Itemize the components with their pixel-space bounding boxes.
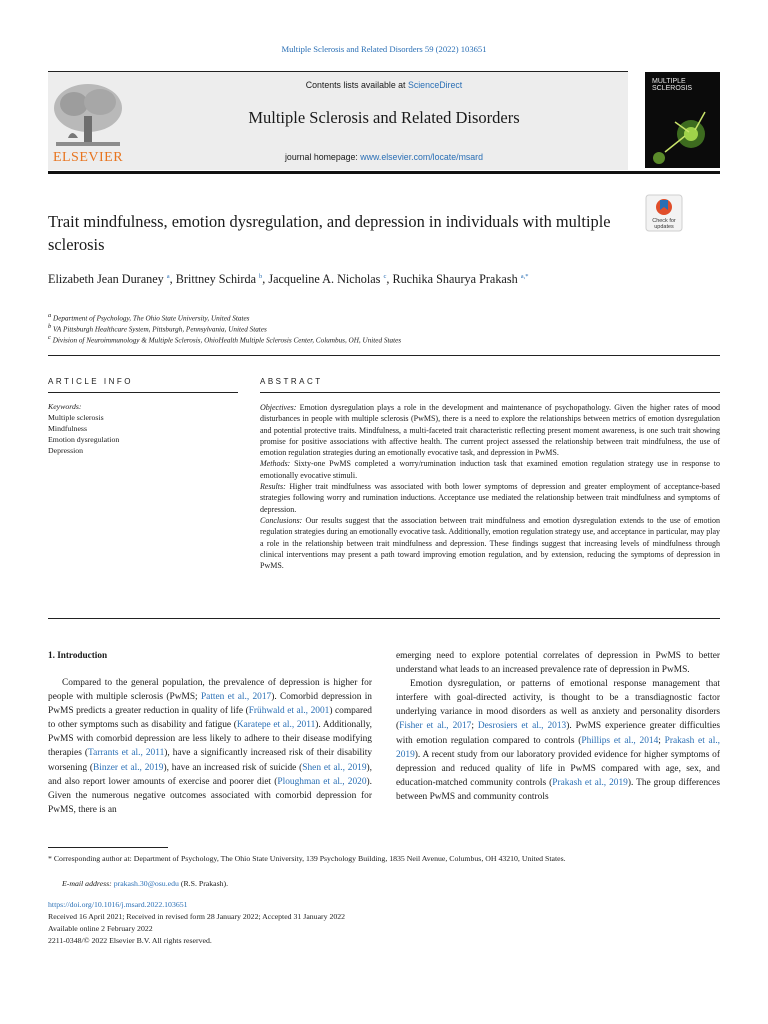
article-title: Trait mindfulness, emotion dysregulation, and depression in individuals with multiple sclerosis bbox=[48, 212, 611, 254]
cover-title-line-2: SCLEROSIS bbox=[652, 85, 693, 92]
paragraph-text: ). The group differences between PwMS and community controls bbox=[396, 777, 720, 802]
author-affil-marker[interactable]: a,* bbox=[520, 273, 529, 280]
keyword-item: Depression bbox=[48, 446, 84, 455]
tree-ground bbox=[56, 142, 120, 146]
citation-link[interactable]: Prakash et al., 2019 bbox=[552, 777, 628, 788]
citation-link[interactable]: Karatepe et al., 2011 bbox=[236, 720, 316, 731]
author-affil-marker[interactable]: b bbox=[259, 273, 263, 280]
masthead-bottom-rule bbox=[48, 171, 720, 174]
affiliation bbox=[48, 312, 249, 322]
abstract-heading: ABSTRACT bbox=[260, 377, 323, 386]
received-dates: Received 16 April 2021; Received in revised form 28 January 2022; Accepted 31 January 2022 bbox=[48, 912, 346, 921]
keyword-item: Mindfulness bbox=[48, 424, 87, 433]
results-text: Higher trait mindfulness was associated with both lower symptoms of depression and greater employment of acceptance-based strategies following worry and rumination inductions. Acceptance use mediated the relationship between trait mindfulness and symptoms of depression. bbox=[260, 482, 721, 514]
abstract-bottom-rule bbox=[48, 618, 720, 619]
paragraph-text: Emotion dysregulation, or patterns of emotional response management that interfere with goal-directed activity, is thought to be a transdiagnostic factor underlying variance in mood disorders as well as anxiety and personality disorders ( bbox=[396, 679, 720, 732]
paragraph-text: ; bbox=[658, 735, 665, 746]
abstract-rule bbox=[260, 392, 720, 393]
keywords-label: Keywords: bbox=[48, 402, 82, 411]
author-name[interactable]: Ruchika Shaurya Prakash bbox=[392, 272, 518, 287]
citation-link[interactable]: Phillips et al., 2014 bbox=[581, 735, 659, 746]
citation-link[interactable]: Binzer et al., 2019 bbox=[93, 762, 164, 773]
affiliation-text: Division of Neuroimmunology & Multiple Sclerosis, OhioHealth Multiple Sclerosis Center, Columbus, OH, United States bbox=[52, 336, 402, 345]
author-name[interactable]: Jacqueline A. Nicholas bbox=[268, 272, 381, 287]
cover-title bbox=[652, 78, 714, 92]
citation-link[interactable]: Ploughman et al., 2020 bbox=[277, 776, 367, 787]
email-label: E-mail address: bbox=[62, 879, 112, 888]
citation-link[interactable]: Tarrants et al., 2011 bbox=[88, 748, 165, 759]
running-head[interactable]: Multiple Sclerosis and Related Disorders 59 (2022) 103651 bbox=[281, 44, 487, 54]
citation-link[interactable]: Frühwald et al., 2001 bbox=[248, 706, 330, 717]
author-affil-marker[interactable]: c bbox=[383, 273, 387, 280]
citation-link[interactable]: Fisher et al., 2017 bbox=[399, 721, 472, 732]
footnote-rule bbox=[48, 847, 168, 848]
email-note bbox=[48, 878, 734, 889]
paragraph-text: ). Given the numerous negative outcomes associated with comorbid depression for PwMS, there is an bbox=[48, 776, 372, 815]
cover-cell bbox=[653, 152, 665, 164]
affiliation bbox=[48, 323, 267, 333]
publisher-name: ELSEVIER bbox=[52, 150, 124, 165]
email-link[interactable]: prakash.30@osu.edu bbox=[113, 879, 179, 888]
author-affil-marker[interactable]: a bbox=[166, 273, 170, 280]
tree-figure bbox=[68, 133, 78, 138]
badge-text-2: updates bbox=[654, 224, 674, 230]
homepage-link[interactable]: www.elsevier.com/locate/msard bbox=[360, 152, 484, 162]
contents-availability bbox=[48, 80, 720, 90]
paragraph-text: ). Comorbid depression in PwMS predicts a greater reduction in quality of life ( bbox=[48, 692, 372, 717]
affiliation-text: VA Pittsburgh Healthcare System, Pittsburgh, Pennsylvania, United States bbox=[53, 325, 267, 334]
paragraph-text: ). Additionally, PwMS with comorbid depression are less likely to adhere to their disease modifying therapies ( bbox=[48, 720, 373, 759]
intro-right-column bbox=[396, 649, 720, 804]
affiliation bbox=[48, 334, 401, 344]
section-divider bbox=[48, 355, 720, 356]
citation-link[interactable]: Desrosiers et al., 2013 bbox=[477, 721, 567, 732]
intro-left-column bbox=[48, 676, 372, 817]
sciencedirect-link[interactable]: ScienceDirect bbox=[407, 80, 463, 90]
paragraph-text: ), have an increased risk of suicide ( bbox=[163, 762, 303, 773]
corresponding-author-note: * Corresponding author at: Department of Psychology, The Ohio State University, 139 Psychology Building, 1835 Neil Avenue, Columbus, OH 43210, United States. bbox=[48, 854, 566, 863]
author-name[interactable]: Elizabeth Jean Duraney bbox=[48, 272, 164, 287]
citation-link[interactable]: Shen et al., 2019 bbox=[302, 762, 367, 773]
section-heading-introduction: 1. Introduction bbox=[48, 650, 108, 660]
contents-prefix: Contents lists available at bbox=[305, 80, 408, 90]
methods-label: Methods: bbox=[260, 459, 291, 469]
methods-text: Sixty-one PwMS completed a worry/rumination induction task that examined emotion regulation strategy use in response to emotionally evocative stimuli. bbox=[260, 459, 721, 480]
citation-link[interactable]: Patten et al., 2017 bbox=[200, 692, 272, 703]
affiliation-text: Department of Psychology, The Ohio State University, United States bbox=[53, 314, 250, 323]
doi-link[interactable]: https://doi.org/10.1016/j.msard.2022.103651 bbox=[48, 900, 188, 909]
badge-text-1: Check for bbox=[652, 218, 676, 224]
article-info-heading: ARTICLE INFO bbox=[48, 377, 133, 386]
check-for-updates-icon bbox=[645, 194, 683, 232]
paragraph-text: ), and also report lower amounts of exercise and poorer diet ( bbox=[48, 762, 372, 787]
homepage-prefix: journal homepage: bbox=[284, 152, 361, 162]
results-label: Results: bbox=[260, 482, 286, 492]
keyword-item: Multiple sclerosis bbox=[48, 413, 104, 422]
cover-title-line-1: MULTIPLE bbox=[652, 78, 686, 85]
paragraph-text: ), have a significantly increased risk of their disability worsening ( bbox=[48, 748, 373, 773]
email-suffix: (R.S. Prakash). bbox=[180, 879, 229, 888]
copyright-line: 2211-0348/© 2022 Elsevier B.V. All rights reserved. bbox=[48, 936, 212, 945]
intro-paragraph: emerging need to explore potential correlates of depression in PwMS to better understand what leads to an increased prevalence rate of depression in PwMS. bbox=[396, 651, 720, 676]
paragraph-text: ). PwMS experience greater difficulties with emotion regulation compared to controls ( bbox=[396, 721, 720, 746]
check-for-updates-badge[interactable] bbox=[645, 194, 683, 232]
keyword-item: Emotion dysregulation bbox=[48, 435, 120, 444]
abstract-body bbox=[260, 402, 720, 571]
journal-homepage bbox=[48, 152, 720, 162]
paragraph-text: Compared to the general population, the prevalence of depression is higher for people with multiple sclerosis (PwMS; bbox=[48, 678, 372, 703]
affiliation-marker: a bbox=[48, 312, 52, 319]
citation-link[interactable]: Prakash et al., 2019 bbox=[396, 735, 721, 760]
conclusions-text: Our results suggest that the association between trait mindfulness and emotion dysregulation extends to the use of emotion regulation strategies during an emotionally evocative task. Additionally, emotion regulation strategy use, and acceptance in particular, may play a role in the relationship between trait mindfulness and depression. These findings suggest that increasing levels of mindfulness through clinical interventions may present a path toward improving emotion regulation, and by extension, reducing the symptoms of depression in PwMS. bbox=[260, 515, 721, 571]
online-date: Available online 2 February 2022 bbox=[48, 924, 153, 933]
paragraph-text: ; bbox=[471, 721, 478, 732]
paragraph-text: ). A recent study from our laboratory provided evidence for higher symptoms of depression and reduced quality of life in PwMS compared with age, sex, and education-matched community controls ( bbox=[396, 749, 720, 788]
intro-paragraph bbox=[396, 677, 720, 804]
author-name[interactable]: Brittney Schirda bbox=[175, 272, 256, 287]
affiliation-marker: b bbox=[48, 323, 52, 330]
affiliation-marker: c bbox=[48, 334, 51, 341]
journal-title: Multiple Sclerosis and Related Disorders bbox=[248, 108, 520, 127]
author-list: Elizabeth Jean Duraney $^a$, Brittney Schirda $^b$, Jacqueline A. Nicholas $^c$, Ruchika Shaurya Prakash $^{a,*}$ bbox=[48, 272, 529, 287]
conclusions-label: Conclusions: bbox=[260, 515, 303, 525]
objectives-text: Emotion dysregulation plays a role in the development and maintenance of psychopathology. Given the higher rates of mood disturbances in people with multiple sclerosis (PwMS), there is a need to explore the relationships between metrics of emotion dysregulation and potential protective traits. Mindfulness, a multi-faceted trait characteristic reflecting present moment awareness, is one such trait showing promise for positive associations with affective health. The current project assessed the relationship between trait mindfulness, the use of emotion regulation strategies during an emotionally evocative task, and depression in PwMS. bbox=[260, 403, 721, 458]
article-info-rule bbox=[48, 392, 238, 393]
objectives-label: Objectives: bbox=[260, 403, 297, 412]
paragraph-text: ) compared to other symptoms such as disability and fatigue ( bbox=[48, 706, 372, 731]
